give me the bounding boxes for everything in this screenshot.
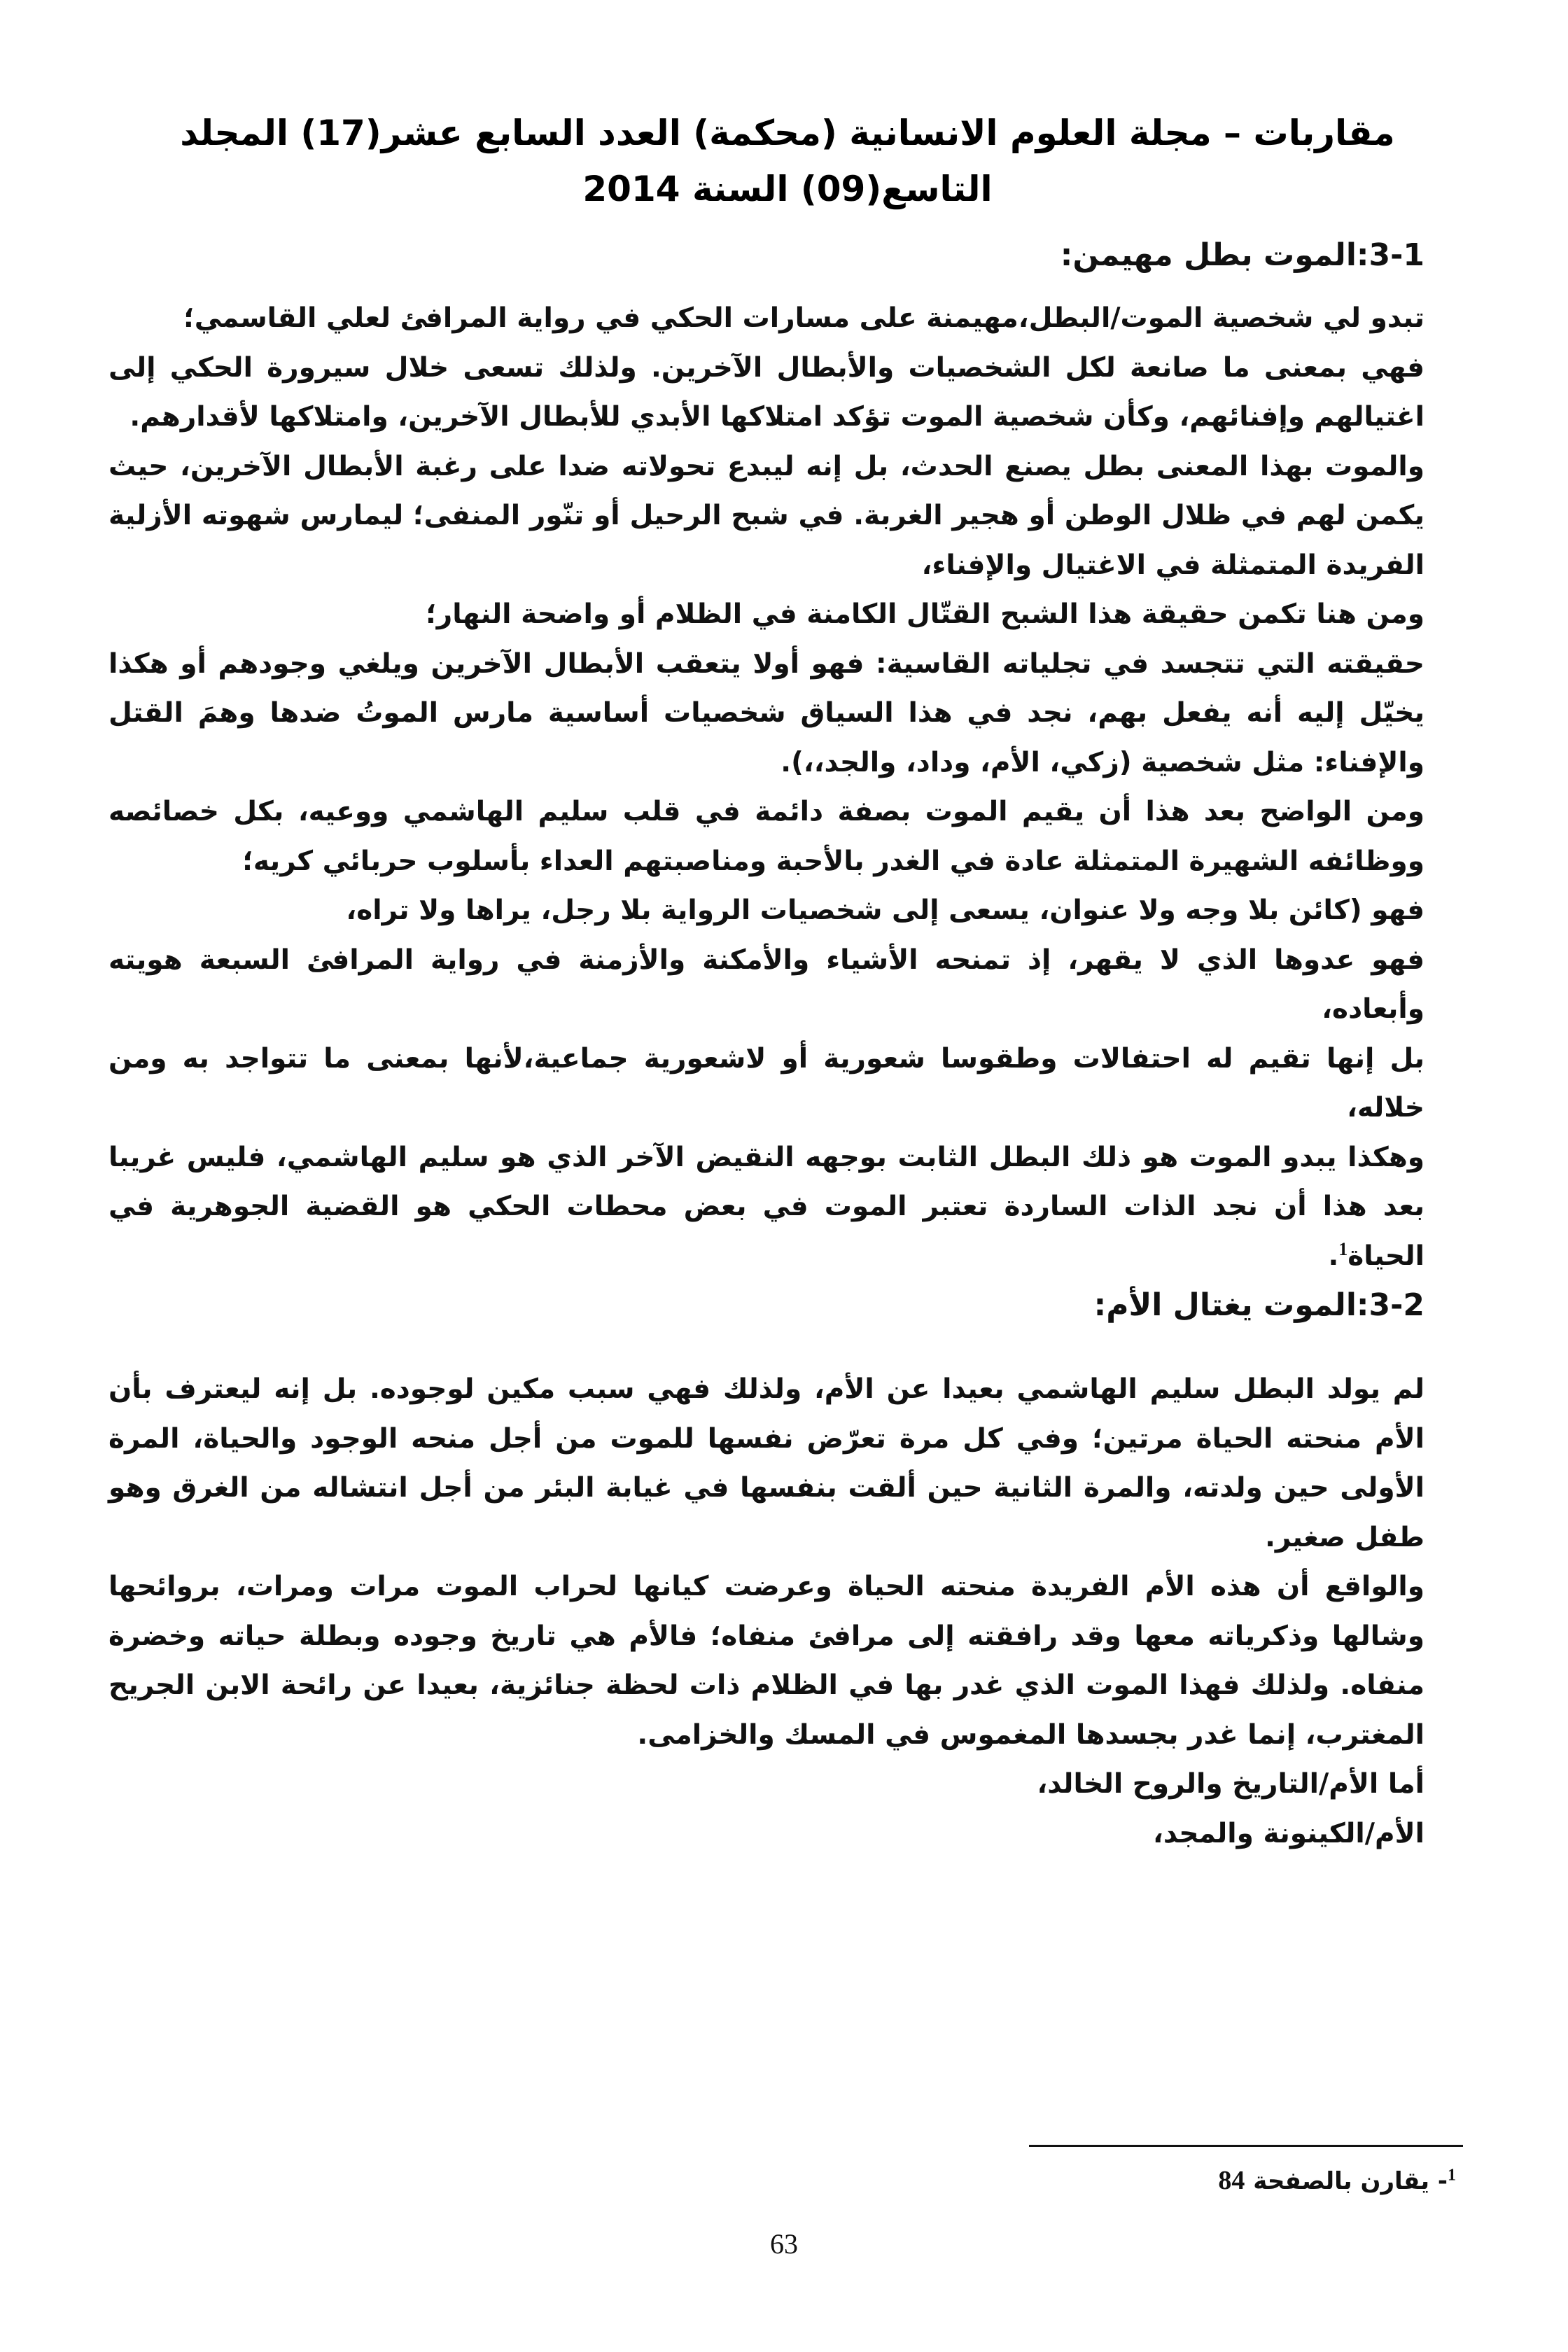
paragraph-with-footnote <box>108 1133 1474 1282</box>
article-body <box>108 231 1474 1858</box>
running-head: مقاربات – مجلة العلوم الانسانية (محكمة) العدد السابع عشر(17) المجلد التاسع(09) السنة 2014 <box>180 113 1395 209</box>
paragraph: فهي بمعنى ما صانعة لكل الشخصيات والأبطال الآخرين. ولذلك تسعى خلال سيرورة الحكي إلى اغتيالهم وإفنائهم، وكأن شخصية الموت تؤكد امتلاكها الأبدي للأبطال الآخرين، وامتلاكها لأقدارهم. <box>108 351 1424 433</box>
paragraph: والواقع أن هذه الأم الفريدة منحته الحياة وعرضت كيانها لحراب الموت مرات ومرات، بروائحها وشالها وذكرياته معها وقد رافقته إلى مرافئ منفاه؛ فالأم هي تاريخ وجوده وبطلة حياته وخضرة منفاه. ولذلك فهذا الموت الذي غدر بها في الظلام ذات لحظة جنائزية، بعيدا عن رائحة الابن الجريح المغترب، إنما غدر بجسدها المغموس في المسك والخزامى. <box>108 1571 1424 1751</box>
paragraph: حقيقته التي تتجسد في تجلياته القاسية: فهو أولا يتعقب الأبطال الآخرين ويلغي وجودهم أو هكذا يخيّل إليه أنه يفعل بهم، نجد في هذا السياق شخصيات أساسية مارس الموتُ ضدها وهمَ القتل والإفناء: مثل شخصية (زكي، الأم، وداد، والجد،،). <box>108 648 1424 778</box>
paragraph: فهو (كائن بلا وجه ولا عنوان، يسعى إلى شخصيات الرواية بلا رجل، يراها ولا تراه، <box>346 895 1424 926</box>
period: . <box>1328 1240 1339 1272</box>
footnote-divider <box>1029 2145 1463 2147</box>
paragraph: فهو عدوها الذي لا يقهر، إذ تمنحه الأشياء والأمكنة والأزمنة في رواية المرافئ السبعة هويته وأبعاده، <box>108 944 1424 1025</box>
section-heading-3-1: 3-1:الموت بطل مهيمن: <box>1060 237 1424 273</box>
footnote-page-ref: 84 <box>1218 2166 1245 2195</box>
page-number: 63 <box>770 2228 798 2260</box>
paragraph: ومن الواضح بعد هذا أن يقيم الموت بصفة دائمة في قلب سليم الهاشمي ووعيه، بكل خصائصه ووظائفه الشهيرة المتمثلة عادة في الغدر بالأحبة ومناصبتهم العداء بأسلوب حربائي كريه؛ <box>108 796 1424 877</box>
paragraph-text: وهكذا يبدو الموت هو ذلك البطل الثابت بوجهه النقيض الآخر الذي هو سليم الهاشمي، فليس غريبا بعد هذا أن نجد الذات الساردة تعتبر الموت في بعض محطات الحكي هو القضية الجوهرية في الحياة <box>108 1141 1424 1272</box>
footnote-text: - يقارن بالصفحة <box>1253 2167 1448 2195</box>
paragraph: لم يولد البطل سليم الهاشمي بعيدا عن الأم، ولذلك فهي سبب مكين لوجوده. بل إنه ليعترف بأن الأم منحته الحياة مرتين؛ وفي كل مرة تعرّض نفسها للموت من أجل منحه الوجود والحياة، المرة الأولى حين ولدته، والمرة الثانية حين ألقت بنفسها في غيابة البئر من أجل انتشاله من الغرق وهو طفل صغير. <box>108 1373 1424 1553</box>
paragraph: تبدو لي شخصية الموت/البطل،مهيمنة على مسارات الحكي في رواية المرافئ لعلي القاسمي؛ <box>183 302 1424 334</box>
footnote-reference[interactable]: 1 <box>1338 1238 1348 1259</box>
paragraph: أما الأم/التاريخ والروح الخالد، <box>1037 1768 1424 1800</box>
footnote <box>1218 2160 1456 2202</box>
footnote-mark: 1 <box>1448 2166 1456 2185</box>
paragraph: الأم/الكينونة والمجد، <box>1153 1817 1424 1849</box>
section-heading-3-2: 3-2:الموت يغتال الأم: <box>1093 1287 1424 1323</box>
paragraph: والموت بهذا المعنى بطل يصنع الحدث، بل إنه ليبدع تحولاته ضدا على رغبة الأبطال الآخرين، حيث يكمن لهم في ظلال الوطن أو هجير الغربة. في شبح الرحيل أو تنّور المنفى؛ ليمارس شهوته الأزلية الفريدة المتمثلة في الاغتيال والإفناء، <box>108 450 1424 581</box>
paragraph: بل إنها تقيم له احتفالات وطقوسا شعورية أو لاشعورية جماعية،لأنها بمعنى ما تتواجد به ومن خلاله، <box>108 1042 1424 1124</box>
paragraph: ومن هنا تكمن حقيقة هذا الشبح القتّال الكامنة في الظلام أو واضحة النهار؛ <box>426 598 1424 630</box>
